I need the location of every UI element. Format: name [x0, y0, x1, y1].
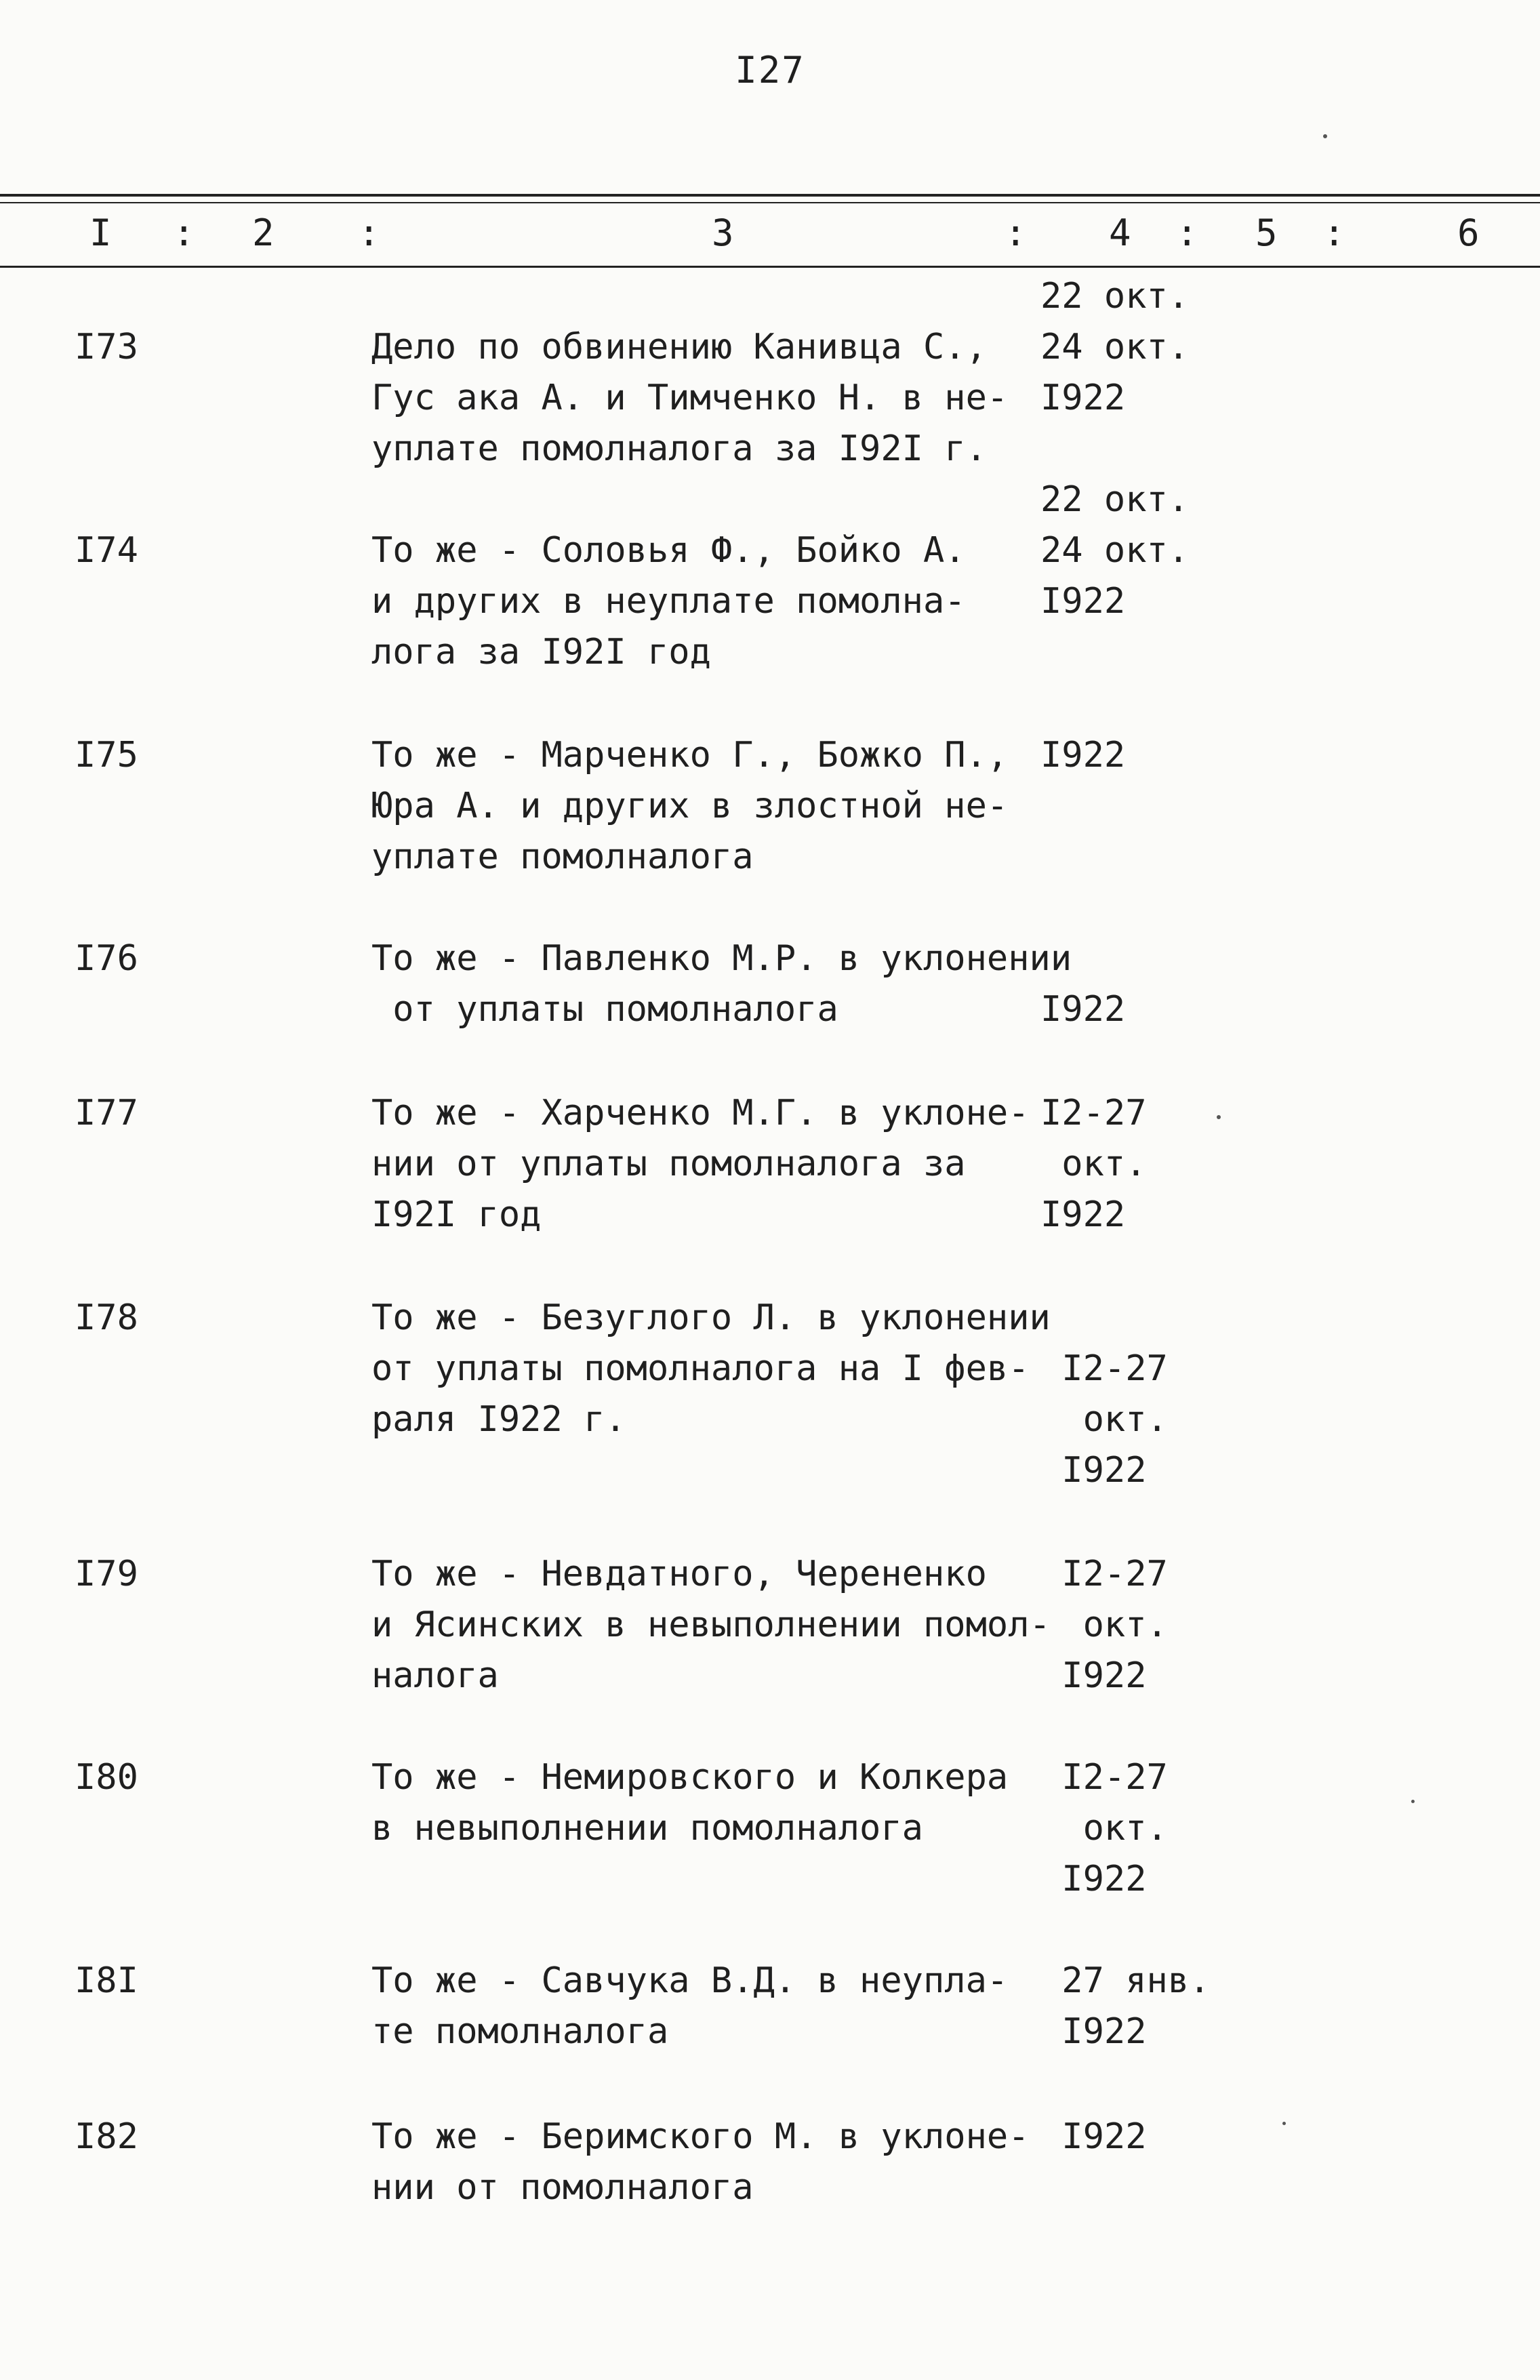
date-line: I922 [1040, 989, 1126, 1030]
entry-number: I78 [75, 1297, 138, 1338]
entry-description [371, 1752, 1056, 1854]
date-line: 27 янв. [1040, 1960, 1211, 2001]
entry-description [371, 1293, 1056, 1445]
header-col-1: I [89, 211, 112, 254]
date-line: 24 окт. [1040, 327, 1190, 367]
date-line: I2-27 [1040, 1348, 1168, 1389]
date-line: I922 [1040, 1194, 1126, 1235]
entry-number: I79 [75, 1554, 138, 1594]
description-line: То же - Беримского М. в уклоне- [371, 2116, 1030, 2157]
entry-description [371, 730, 1056, 883]
description-line: уплате помолналога [371, 836, 754, 877]
date-line: I922 [1040, 1655, 1147, 1696]
header-col-4: 4 [1109, 211, 1131, 254]
entry-dates [1040, 271, 1244, 424]
date-line: 24 окт. [1040, 530, 1190, 571]
description-line: То же - Немировского и Колкера [371, 1757, 1009, 1798]
date-line: 22 окт. [1040, 479, 1190, 520]
date-line [1040, 933, 1244, 984]
page-number: I27 [735, 49, 805, 92]
description-line: То же - Безуглого Л. в уклонении [371, 1297, 1051, 1338]
description-line: лога за I92I год [371, 632, 711, 672]
entry-dates [1040, 2112, 1244, 2162]
entry-description [371, 1088, 1056, 1241]
date-line: окт. [1040, 1605, 1168, 1645]
description-line: нии от помолналога [371, 2167, 754, 2208]
entry-dates [1040, 475, 1244, 627]
scan-speck [1411, 1800, 1415, 1803]
description-line: I92I год [371, 1194, 542, 1235]
scan-speck [1323, 134, 1327, 138]
entry-dates [1040, 1752, 1244, 1905]
description-line: уплате помолналога за I92I г. [371, 428, 987, 469]
entry-number: I77 [75, 1093, 138, 1133]
entry-number: I74 [75, 530, 138, 571]
entry-description [371, 322, 1056, 475]
date-line: I922 [1040, 378, 1126, 418]
header-separator: : [173, 211, 195, 254]
header-separator: : [1323, 211, 1345, 254]
entry-number: I73 [75, 327, 138, 367]
table-header [0, 202, 1540, 266]
table-header-rule [0, 266, 1540, 268]
date-line: окт. [1040, 1399, 1168, 1440]
date-line: окт. [1040, 1808, 1168, 1849]
description-line: То же - Савчука В.Д. в неупла- [371, 1960, 1009, 2001]
entry-dates [1040, 1956, 1244, 2057]
description-line: налога [371, 1655, 499, 1696]
header-separator: : [1176, 211, 1198, 254]
entry-description [371, 2112, 1056, 2213]
entry-number: I75 [75, 735, 138, 775]
entry-number: I8I [75, 1960, 138, 2001]
entry-dates [1040, 933, 1244, 1035]
header-col-3: 3 [712, 211, 734, 254]
entry-number: I82 [75, 2116, 138, 2157]
date-line: I2-27 [1040, 1093, 1147, 1133]
description-line: нии от уплаты помолналога за [371, 1144, 966, 1184]
description-line: То же - Павленко М.Р. в уклонении [371, 938, 1072, 979]
entry-number: I76 [75, 938, 138, 979]
date-line: I922 [1040, 581, 1126, 622]
description-line: Дело по обвинению Канивца С., [371, 327, 987, 367]
entry-description [371, 1956, 1056, 2057]
entry-dates [1040, 1088, 1244, 1241]
entry-description [371, 933, 1072, 1035]
header-separator: : [358, 211, 380, 254]
header-col-2: 2 [252, 211, 275, 254]
date-line: I922 [1040, 735, 1126, 775]
description-line: раля I922 г. [371, 1399, 626, 1440]
entry-description [371, 1549, 1056, 1701]
date-line: окт. [1040, 1144, 1147, 1184]
description-line: Юра А. и других в злостной не- [371, 786, 1009, 826]
date-line: I922 [1040, 1859, 1147, 1899]
date-line [1040, 1293, 1244, 1344]
date-line: I922 [1040, 2011, 1147, 2052]
scan-speck [1217, 1115, 1221, 1119]
header-col-6: 6 [1457, 211, 1480, 254]
description-line: от уплаты помолналога [371, 989, 838, 1030]
date-line: I2-27 [1040, 1554, 1168, 1594]
description-line: в невыполнении помолналога [371, 1808, 923, 1849]
description-line: То же - Невдатного, Черененко [371, 1554, 987, 1594]
description-line: То же - Марченко Г., Божко П., [371, 735, 1009, 775]
entry-number: I80 [75, 1757, 138, 1798]
description-line: и других в неуплате помолна- [371, 581, 966, 622]
description-line: То же - Харченко М.Г. в уклоне- [371, 1093, 1030, 1133]
date-line: I922 [1040, 1450, 1147, 1491]
date-line: I922 [1040, 2116, 1147, 2157]
entry-description [371, 525, 1056, 678]
scan-speck [1282, 2122, 1286, 2125]
header-separator: : [1005, 211, 1027, 254]
date-line: I2-27 [1040, 1757, 1168, 1798]
table-top-rule [0, 194, 1540, 197]
entry-dates [1040, 730, 1244, 781]
entry-dates [1040, 1549, 1244, 1701]
description-line: от уплаты помолналога на I фев- [371, 1348, 1030, 1389]
description-line: те помолналога [371, 2011, 669, 2052]
date-line: 22 окт. [1040, 276, 1190, 317]
header-col-5: 5 [1255, 211, 1278, 254]
description-line: и Ясинских в невыполнении помол- [371, 1605, 1051, 1645]
description-line: Гус ака А. и Тимченко Н. в не- [371, 378, 1009, 418]
entry-dates [1040, 1293, 1244, 1496]
description-line: То же - Соловья Ф., Бойко А. [371, 530, 966, 571]
